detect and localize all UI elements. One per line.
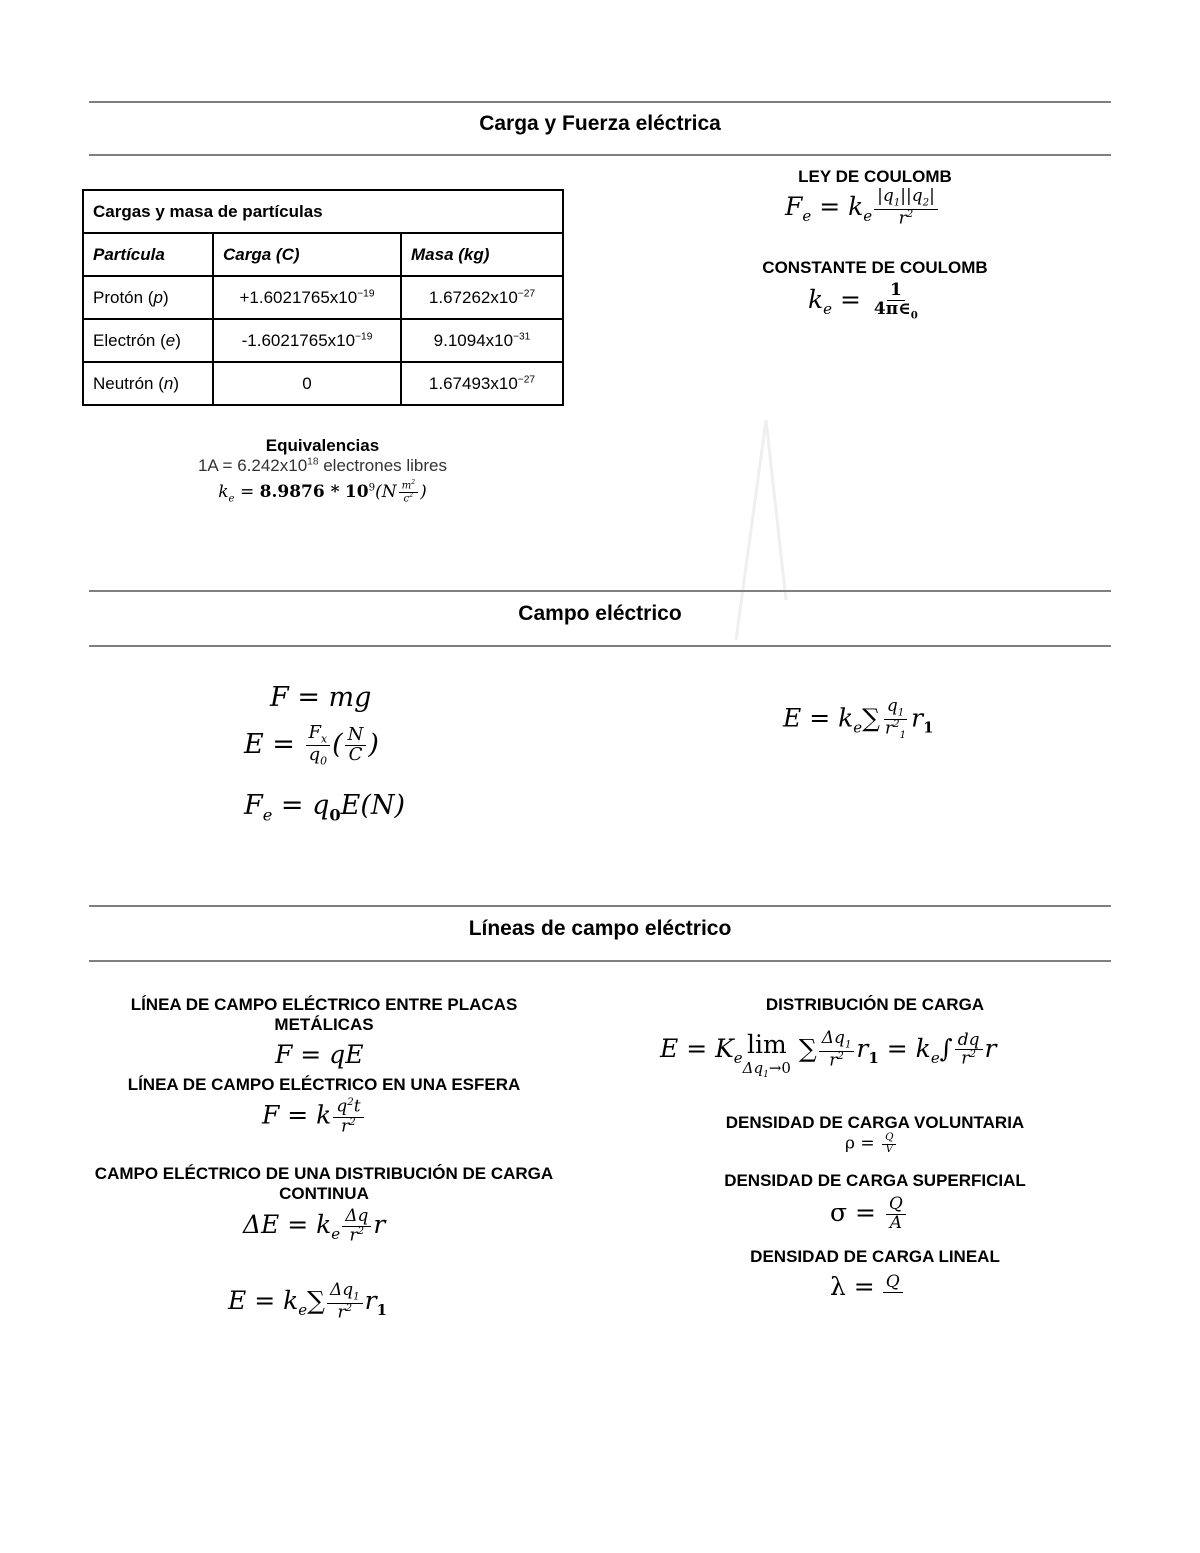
formula-f-mg: F = mg xyxy=(270,682,372,713)
table-row xyxy=(83,276,563,319)
table-header-carga: Carga (C) xyxy=(213,233,401,276)
formula-e-sum-delta: $E = k_e\sum$ $\frac{\Delta q_1}{r^2}$ $r_1$ xyxy=(228,1280,388,1323)
particle-mass: $1.67262x10^{-27}$ xyxy=(401,276,563,319)
formula-lambda: λ = Q xyxy=(830,1272,903,1301)
equivalencias-title: Equivalencias xyxy=(265,436,380,455)
distribucion-continua-label: CAMPO ELÉCTRICO DE UNA DISTRIBUCIÓN DE CARGA CONTINUA xyxy=(94,1164,554,1203)
particle-name: Protón (p) xyxy=(83,276,213,319)
densidad-volumetrica-label: DENSIDAD DE CARGA VOLUNTARIA xyxy=(725,1113,1025,1132)
particle-mass: $1.67493x10^{-27}$ xyxy=(401,362,563,405)
section-rule-bottom xyxy=(89,645,1111,647)
formula-rho: ρ = $\frac{Q}{V}$ xyxy=(845,1133,898,1155)
table-caption: Cargas y masa de partículas xyxy=(83,190,563,233)
section-rule-bottom xyxy=(89,960,1111,962)
section-title-lineas: Líneas de campo eléctrico xyxy=(468,917,732,940)
formula-f-esfera: F = k $\frac{q^2t}{r^2}$ xyxy=(262,1098,366,1136)
coulomb-constant-formula: $k_e$ = $\frac{1}{4\pi\in_0}$ xyxy=(808,280,918,322)
table-header-masa: Masa (kg) xyxy=(401,233,563,276)
ampere-equivalence: $1A = 6.242x10^{18}$ electrones libres xyxy=(197,456,448,475)
section-rule-top xyxy=(89,101,1111,103)
densidad-superficial-label: DENSIDAD DE CARGA SUPERFICIAL xyxy=(724,1171,1026,1190)
coulomb-constant-label: CONSTANTE DE COULOMB xyxy=(762,258,988,277)
formula-e-sum: $E = k_e\sum$ $\frac{q_1}{r^2_1}$ $r_1$ xyxy=(783,696,934,742)
section-rule-bottom xyxy=(89,154,1111,156)
coulomb-law-label: LEY DE COULOMB xyxy=(798,167,952,186)
formula-delta-e: $\Delta E = k_e$ $\frac{\Delta q}{r^2}$ r xyxy=(243,1206,386,1246)
equivalencias-block xyxy=(120,436,525,505)
section-title-campo: Campo eléctrico xyxy=(518,602,682,625)
formula-sigma: σ = $\frac{Q}{A}$ xyxy=(830,1196,908,1233)
placas-label: LÍNEA DE CAMPO ELÉCTRICO ENTRE PLACAS METÁLICAS xyxy=(130,995,518,1034)
particle-charge: 0 xyxy=(213,362,401,405)
section-rule-top xyxy=(89,590,1111,592)
ke-value-formula: $k_e = 8.9876 * 10^9(N$ $\frac{m^2}{c^2}$ ) xyxy=(218,479,427,505)
particle-mass: $9.1094x10^{-31}$ xyxy=(401,319,563,362)
particle-charge: $+1.6021765x10^{-19}$ xyxy=(213,276,401,319)
coulomb-law-formula: $F_e = k_e$ $\frac{|q_1||q_2|}{r^2}$ xyxy=(785,188,940,229)
distribucion-carga-label: DISTRIBUCIÓN DE CARGA xyxy=(765,995,985,1014)
formula-f-qe: F = qE xyxy=(275,1040,364,1069)
formula-e-fx-q0: E = $\frac{F_x}{q_0}$ ( $\frac{N}{C}$ ) xyxy=(244,722,379,768)
particle-name: Electrón (e) xyxy=(83,319,213,362)
formula-fe-q0e: $F_e = q_0E(N)$ xyxy=(244,790,406,825)
particle-name: Neutrón (n) xyxy=(83,362,213,405)
particle-charge: $-1.6021765x10^{-19}$ xyxy=(213,319,401,362)
formula-limit-integral: $E = K_e$ lim $\Delta q_1\to 0$ ∑ $\frac{\Delta q_1}{r^2}$ $r_1 = k_e\int$ $\frac{dq}{r^2}$ r xyxy=(660,1028,997,1080)
section-title-carga: Carga y Fuerza eléctrica xyxy=(479,112,721,135)
densidad-lineal-label: DENSIDAD DE CARGA LINEAL xyxy=(750,1247,1000,1266)
esfera-label: LÍNEA DE CAMPO ELÉCTRICO EN UNA ESFERA xyxy=(127,1075,521,1094)
table-row xyxy=(83,362,563,405)
particles-table xyxy=(82,189,564,406)
section-rule-top xyxy=(89,905,1111,907)
table-header-particula: Partícula xyxy=(83,233,213,276)
table-row xyxy=(83,319,563,362)
